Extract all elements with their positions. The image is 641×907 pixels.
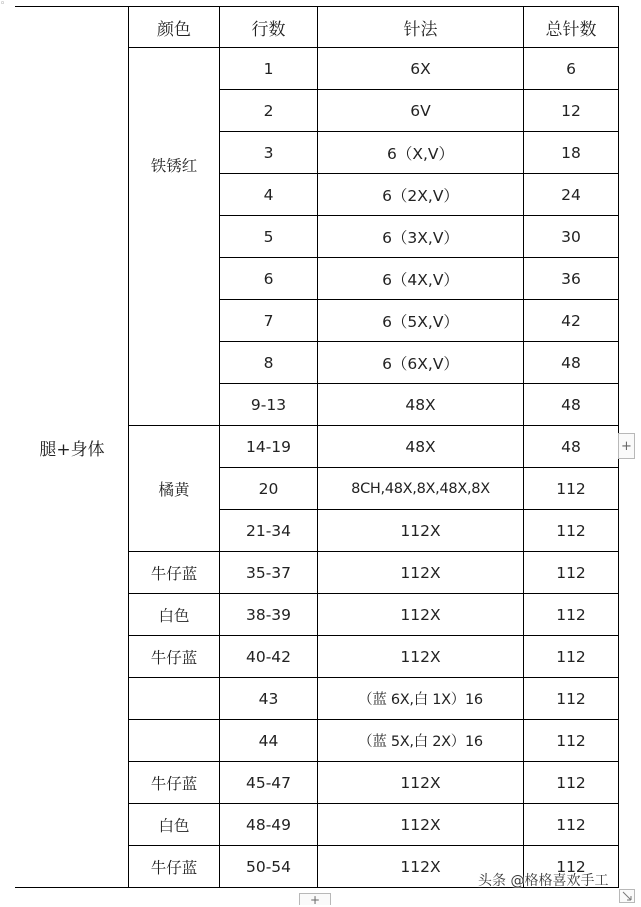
total-stitches-cell[interactable]: 112 [524, 510, 619, 552]
row-number-cell[interactable]: 7 [220, 300, 318, 342]
row-number-cell[interactable]: 50-54 [220, 846, 318, 888]
total-stitches-cell[interactable]: 48 [524, 384, 619, 426]
total-stitches-cell[interactable]: 6 [524, 48, 619, 90]
color-cell[interactable]: 牛仔蓝 [129, 762, 220, 804]
crochet-pattern-table [15, 6, 619, 888]
stitch-cell[interactable]: （蓝 6X,白 1X）16 [318, 678, 524, 720]
stitch-cell[interactable]: 6（2X,V） [318, 174, 524, 216]
total-stitches-cell[interactable]: 42 [524, 300, 619, 342]
row-number-cell[interactable]: 14-19 [220, 426, 318, 468]
stitch-cell[interactable]: 6（6X,V） [318, 342, 524, 384]
color-cell[interactable] [129, 720, 220, 762]
color-cell[interactable] [129, 678, 220, 720]
row-number-cell[interactable]: 43 [220, 678, 318, 720]
row-number-cell[interactable]: 44 [220, 720, 318, 762]
stitch-cell[interactable]: 8CH,48X,8X,48X,8X [318, 468, 524, 510]
stitch-cell[interactable]: 112X [318, 510, 524, 552]
header-row [16, 7, 619, 48]
table-anchor-mark: ◦ [0, 0, 6, 9]
total-stitches-cell[interactable]: 48 [524, 426, 619, 468]
stitch-cell[interactable]: 48X [318, 384, 524, 426]
total-stitches-cell[interactable]: 24 [524, 174, 619, 216]
header-total-stitches[interactable]: 总针数 [524, 7, 619, 48]
total-stitches-cell[interactable]: 18 [524, 132, 619, 174]
section-label: 腿+身体 [39, 439, 105, 460]
row-number-cell[interactable]: 2 [220, 90, 318, 132]
stitch-cell[interactable]: 48X [318, 426, 524, 468]
row-number-cell[interactable]: 6 [220, 258, 318, 300]
stitch-cell[interactable]: 6（X,V） [318, 132, 524, 174]
total-stitches-cell[interactable]: 112 [524, 762, 619, 804]
row-number-cell[interactable]: 8 [220, 342, 318, 384]
total-stitches-cell[interactable]: 112 [524, 678, 619, 720]
resize-icon [620, 890, 634, 902]
total-stitches-cell[interactable]: 48 [524, 342, 619, 384]
header-row-count[interactable]: 行数 [220, 7, 318, 48]
stitch-cell[interactable]: 6（4X,V） [318, 258, 524, 300]
color-cell[interactable]: 牛仔蓝 [129, 846, 220, 888]
row-number-cell[interactable]: 4 [220, 174, 318, 216]
stitch-cell[interactable]: 112X [318, 636, 524, 678]
total-stitches-cell[interactable]: 112 [524, 636, 619, 678]
table-resize-handle[interactable] [619, 889, 635, 903]
total-stitches-cell[interactable]: 112 [524, 468, 619, 510]
color-cell[interactable]: 白色 [129, 804, 220, 846]
row-number-cell[interactable]: 20 [220, 468, 318, 510]
total-stitches-cell[interactable]: 112 [524, 720, 619, 762]
row-number-cell[interactable]: 48-49 [220, 804, 318, 846]
stitch-cell[interactable]: 112X [318, 594, 524, 636]
row-number-cell[interactable]: 45-47 [220, 762, 318, 804]
color-cell[interactable]: 牛仔蓝 [129, 636, 220, 678]
total-stitches-cell[interactable]: 12 [524, 90, 619, 132]
section-label-cell[interactable] [16, 7, 129, 888]
stitch-cell[interactable]: （蓝 5X,白 2X）16 [318, 720, 524, 762]
add-row-button[interactable]: + [618, 433, 635, 459]
stitch-cell[interactable]: 6（3X,V） [318, 216, 524, 258]
stitch-cell[interactable]: 112X [318, 762, 524, 804]
row-number-cell[interactable]: 40-42 [220, 636, 318, 678]
total-stitches-cell[interactable]: 112 [524, 552, 619, 594]
color-cell[interactable]: 铁锈红 [129, 48, 220, 426]
stitch-cell[interactable]: 6（5X,V） [318, 300, 524, 342]
color-cell[interactable]: 橘黄 [129, 426, 220, 552]
row-number-cell[interactable]: 21-34 [220, 510, 318, 552]
row-number-cell[interactable]: 38-39 [220, 594, 318, 636]
row-number-cell[interactable]: 1 [220, 48, 318, 90]
total-stitches-cell[interactable]: 36 [524, 258, 619, 300]
color-cell[interactable]: 牛仔蓝 [129, 552, 220, 594]
row-number-cell[interactable]: 5 [220, 216, 318, 258]
add-column-button[interactable]: + [299, 893, 331, 905]
stitch-cell[interactable]: 112X [318, 552, 524, 594]
total-stitches-cell[interactable]: 112 [524, 804, 619, 846]
stitch-cell[interactable]: 112X [318, 804, 524, 846]
total-stitches-cell[interactable]: 30 [524, 216, 619, 258]
total-stitches-cell[interactable]: 112 [524, 594, 619, 636]
row-number-cell[interactable]: 9-13 [220, 384, 318, 426]
row-number-cell[interactable]: 35-37 [220, 552, 318, 594]
header-color[interactable]: 颜色 [129, 7, 220, 48]
stitch-cell[interactable]: 6V [318, 90, 524, 132]
total-stitches-cell[interactable]: 112 [524, 846, 619, 888]
watermark-text: 头条 @格格喜欢手工 [478, 873, 609, 889]
stitch-cell[interactable]: 112X [318, 846, 524, 888]
stitch-cell[interactable]: 6X [318, 48, 524, 90]
color-cell[interactable]: 白色 [129, 594, 220, 636]
header-stitch[interactable]: 针法 [318, 7, 524, 48]
row-number-cell[interactable]: 3 [220, 132, 318, 174]
